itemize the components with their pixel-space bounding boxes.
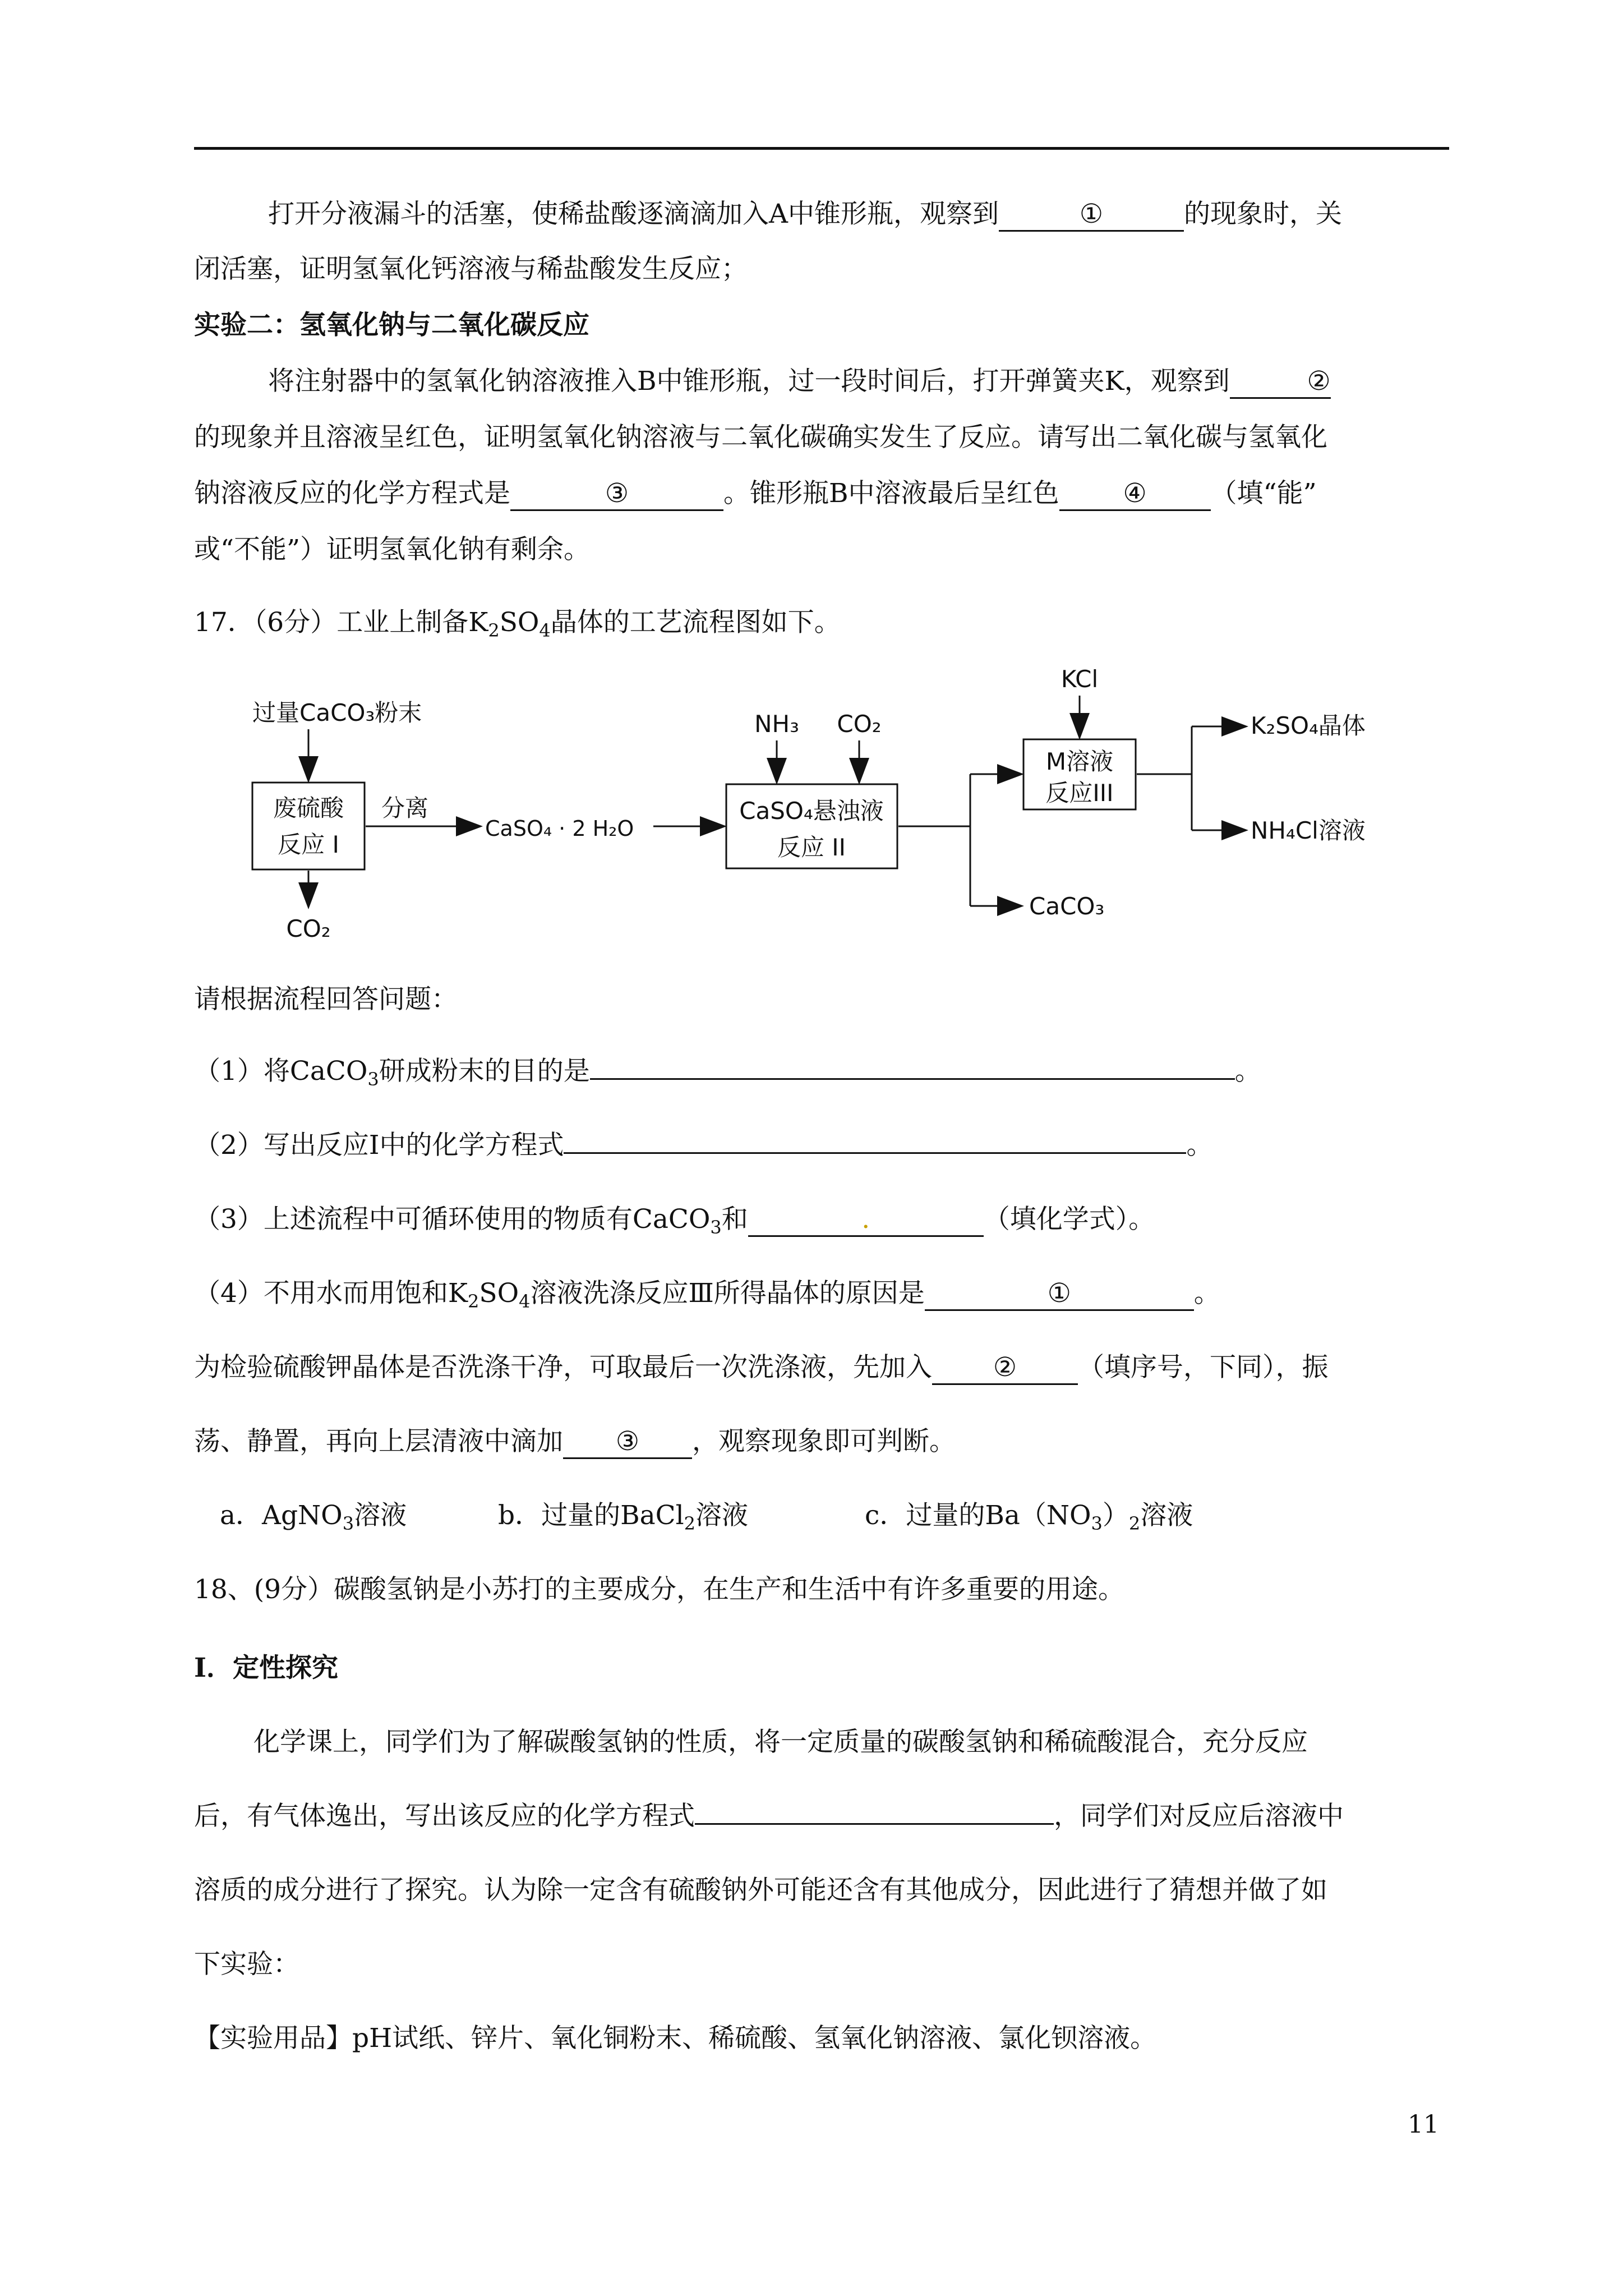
answer-blank[interactable]: [564, 1152, 1186, 1154]
text: 打开分液漏斗的活塞，使稀盐酸逐滴滴加入A中锥形瓶，观察到: [268, 199, 999, 229]
text: ，观察现象即可判断。: [692, 1426, 956, 1457]
flow-label: KCl: [1061, 668, 1099, 693]
text: 溶液: [1140, 1500, 1193, 1531]
text: （1）将CaCO: [194, 1056, 368, 1087]
paragraph-line: 化学课上，同学们为了解碳酸氢钠的性质，将一定质量的碳酸氢钠和稀硫酸混合，充分反应: [253, 1727, 1308, 1757]
paragraph-line: 下实验：: [194, 1949, 299, 1980]
text: 为检验硫酸钾晶体是否洗涤干净，可取最后一次洗涤液，先加入: [194, 1352, 932, 1383]
text: 晶体的工艺流程图如下。: [550, 607, 841, 638]
flow-label: M溶液: [1045, 748, 1114, 775]
paragraph-line: [194, 1800, 1344, 1833]
text: （填“能”: [1210, 478, 1317, 509]
answer-blank[interactable]: ②: [1230, 366, 1331, 399]
paragraph-line: [268, 365, 1331, 399]
question-17-title: [194, 606, 841, 639]
text: 的现象时，关: [1183, 199, 1342, 229]
section-heading: Ⅰ．定性探究: [194, 1653, 338, 1683]
section-heading: 实验二：氢氧化钠与二氧化碳反应: [194, 310, 589, 341]
subscript: 3: [342, 1513, 354, 1534]
subscript: 2: [468, 1291, 479, 1312]
text: 17．（6分）工业上制备K: [194, 607, 488, 638]
text: SO: [479, 1278, 519, 1309]
paragraph-line: 【实验用品】pH试纸、锌片、氧化铜粉末、稀硫酸、氢氧化钠溶液、氯化钡溶液。: [194, 2023, 1157, 2054]
paragraph-line: 或“不能”）证明氢氧化钠有剩余。: [194, 534, 591, 565]
text: 溶液洗涤反应Ⅲ所得晶体的原因是: [530, 1278, 925, 1309]
answer-blank[interactable]: ③: [563, 1426, 692, 1459]
answer-blank[interactable]: ③: [510, 478, 723, 511]
option-b: [498, 1499, 748, 1533]
text: 荡、静置，再向上层清液中滴加: [194, 1426, 563, 1457]
flow-label: 反应 I: [278, 831, 339, 858]
subscript: 3: [1091, 1513, 1103, 1534]
paragraph-line: 闭活塞，证明氢氧化钙溶液与稀盐酸发生反应；: [194, 254, 748, 284]
paragraph-line: [194, 1425, 956, 1459]
flow-label: 过量CaCO₃粉末: [252, 699, 422, 726]
text: c．过量的Ba（NO: [865, 1500, 1091, 1531]
text: SO: [499, 607, 540, 638]
flow-label: CaCO₃: [1029, 892, 1105, 920]
flow-label: K₂SO₄晶体: [1251, 712, 1366, 739]
subscript: 2: [684, 1513, 695, 1534]
answer-blank[interactable]: ②: [932, 1352, 1078, 1385]
text: （4）不用水而用饱和K: [194, 1278, 468, 1309]
text: （填序号，下同），振: [1078, 1352, 1329, 1383]
subscript: 3: [367, 1069, 379, 1090]
text: 将注射器中的氢氧化钠溶液推入B中锥形瓶，过一段时间后，打开弹簧夹K，观察到: [268, 366, 1230, 397]
answer-blank[interactable]: [695, 1823, 1054, 1825]
option-c: [865, 1499, 1193, 1533]
paragraph-line: 溶质的成分进行了探究。认为除一定含有硫酸钠外可能还含有其他成分，因此进行了猜想并做了如: [194, 1875, 1327, 1906]
question-18-title: 18、(9分）碳酸氢钠是小苏打的主要成分，在生产和生活中有许多重要的用途。: [194, 1574, 1125, 1605]
flow-label: 反应III: [1045, 779, 1114, 807]
text: （2）写出反应Ⅰ中的化学方程式: [194, 1130, 564, 1161]
answer-blank[interactable]: ①: [925, 1278, 1194, 1311]
text: 溶液: [695, 1500, 748, 1531]
text: b．过量的BaCl: [498, 1500, 684, 1531]
flow-label: CO₂: [286, 915, 331, 942]
text: 溶液: [354, 1500, 407, 1531]
text: 研成粉末的目的是: [379, 1056, 590, 1087]
page-number: 11: [1408, 2110, 1439, 2139]
sub-question: [194, 1055, 1261, 1088]
answer-blank[interactable]: ④: [1059, 478, 1211, 511]
sub-question: [194, 1277, 1220, 1311]
sub-question: [194, 1129, 1212, 1162]
flow-label: 反应 II: [777, 834, 846, 861]
paragraph-line: [194, 477, 1317, 511]
text: （填化学式）。: [983, 1204, 1155, 1235]
text: a．AgNO: [220, 1500, 343, 1531]
process-flowchart: [236, 668, 1413, 959]
paragraph-line: 请根据流程回答问题：: [194, 984, 458, 1015]
text: ，同学们对反应后溶液中: [1054, 1801, 1344, 1832]
flow-label: CaSO₄悬浊液: [739, 797, 884, 825]
subscript: 2: [1128, 1513, 1141, 1534]
answer-blank[interactable]: ①: [999, 199, 1184, 232]
subscript: 4: [519, 1291, 531, 1312]
flow-label: 废硫酸: [273, 794, 344, 822]
header-rule: [194, 147, 1449, 150]
paragraph-line: [194, 1351, 1329, 1385]
flow-label: 分离: [381, 794, 429, 822]
flow-label: CaSO₄ · 2 H₂O: [485, 816, 634, 841]
paragraph-line: [268, 197, 1342, 232]
text: 。: [1186, 1130, 1213, 1161]
text: 和: [721, 1204, 748, 1235]
option-a: [220, 1499, 407, 1533]
text: 。: [1234, 1056, 1261, 1087]
flow-label: CO₂: [837, 710, 882, 738]
text: 钠溶液反应的化学方程式是: [194, 478, 510, 509]
sub-question: [194, 1203, 1155, 1237]
answer-blank[interactable]: [590, 1078, 1235, 1080]
text: （3）上述流程中可循环使用的物质有CaCO: [194, 1204, 711, 1235]
subscript: 2: [488, 620, 500, 641]
text: ）: [1102, 1500, 1129, 1531]
text: 。: [1193, 1278, 1220, 1309]
text: 后，有气体逸出，写出该反应的化学方程式: [194, 1801, 695, 1832]
text: 。锥形瓶B中溶液最后呈红色: [723, 478, 1059, 509]
paragraph-line: 的现象并且溶液呈红色，证明氢氧化钠溶液与二氧化碳确实发生了反应。请写出二氧化碳与氢氧化: [194, 422, 1327, 453]
flow-label: NH₃: [754, 710, 799, 738]
subscript: 3: [710, 1217, 722, 1238]
flow-label: NH₄Cl溶液: [1251, 817, 1366, 844]
subscript: 4: [539, 620, 551, 641]
answer-blank[interactable]: .: [748, 1204, 984, 1237]
